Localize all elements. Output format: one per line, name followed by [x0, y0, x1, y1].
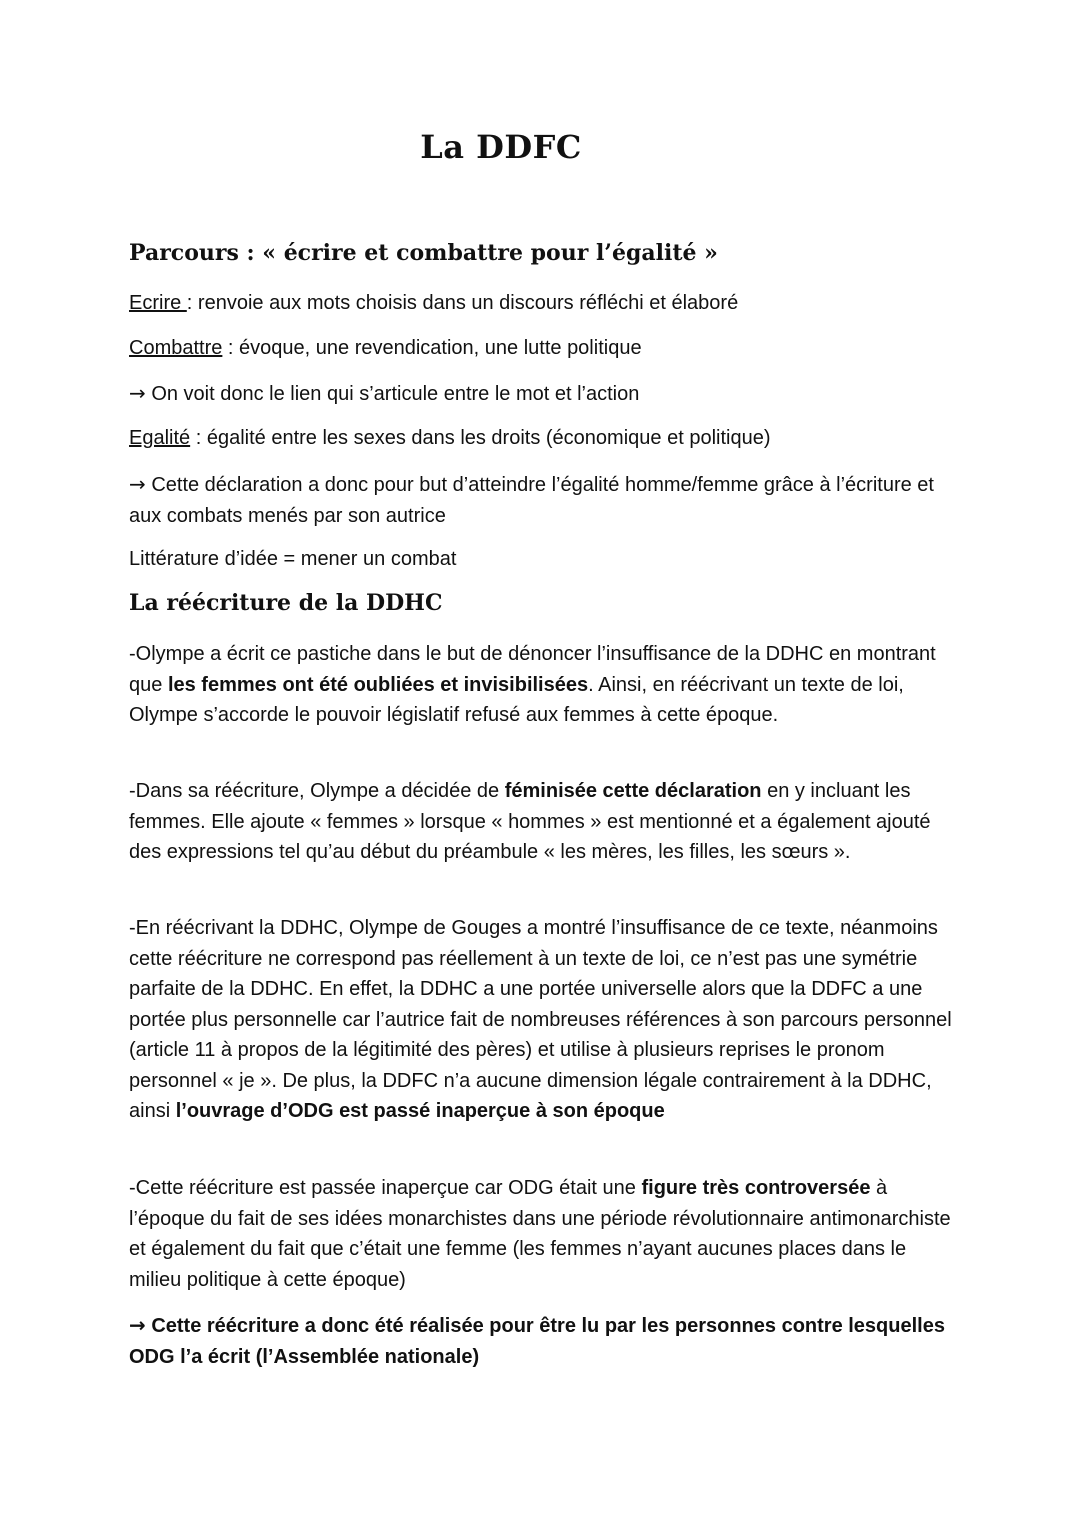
conclusion-line [129, 378, 639, 410]
paragraph-text: -En réécrivant la DDHC, Olympe de Gouges a montré l’insuffisance de ce texte, néanmoins cette réécriture ne correspond pas réellement à un texte de loi, ce n’est pas une symétrie parfaite de la DDHC. En effet, la DDHC a une portée universelle alors que la DDFC a une portée plus personnelle car l’autrice fait de nombreuses références à son parcours personnel (article 11 à propos de la légitimité des pères) et utilise à plusieurs reprises le pronom personnel « je ». De plus, la DDFC n’a aucune dimension légale contrairement à la DDHC, ainsi [129, 917, 952, 1122]
section-heading-reecriture: La réécriture de la DDHC [129, 590, 443, 616]
definition-egalite [129, 423, 770, 454]
arrow-right-icon: → [129, 1313, 146, 1337]
paragraph-insuffisance [129, 913, 959, 1127]
paragraph-pastiche [129, 639, 959, 731]
document-title: La DDFC [420, 128, 582, 166]
definition-text: : égalité entre les sexes dans les droits (économique et politique) [190, 427, 771, 449]
definition-text: : évoque, une revendication, une lutte politique [222, 337, 642, 359]
paragraph-text: à l’époque du fait de ses idées monarchistes dans une période révolutionnaire antimonarchiste et également du fait que c’était une femme (les femmes n’ayant aucunes places dans le milieu politique à cette époque) [129, 1177, 951, 1291]
term-egalite: Egalité [129, 427, 191, 449]
emphasis-text: les femmes ont été oubliées et invisibilisées [167, 673, 589, 696]
definition-combattre [129, 333, 642, 364]
final-conclusion [129, 1310, 959, 1372]
paragraph-text: . Ainsi, en réécrivant un texte de loi, Olympe s’accorde le pouvoir législatif refusé aux femmes à cette époque. [129, 673, 904, 726]
term-ecrire: Ecrire [129, 292, 187, 314]
paragraph-feminisation [129, 776, 959, 868]
arrow-right-icon: → [129, 381, 146, 405]
emphasis-text: figure très controversée [641, 1177, 871, 1199]
conclusion-text: On voit donc le lien qui s’articule entre le mot et l’action [145, 383, 640, 405]
paragraph-controverse [129, 1173, 959, 1295]
litterature-line: Littérature d’idée = mener un combat [129, 548, 457, 570]
section-heading-parcours: Parcours : « écrire et combattre pour l’égalité » [129, 240, 718, 266]
paragraph-text: -Olympe a écrit ce pastiche dans le but de dénoncer l’insuffisance de la DDHC en montrant que [129, 643, 936, 696]
definition-ecrire [129, 288, 738, 319]
goal-paragraph [129, 469, 959, 531]
paragraph-text: -Cette réécriture est passée inaperçue car ODG était une [129, 1177, 642, 1199]
definition-text: : renvoie aux mots choisis dans un discours réfléchi et élaboré [186, 292, 739, 314]
arrow-right-icon: → [129, 472, 146, 496]
emphasis-text: féminisée cette déclaration [504, 780, 762, 802]
term-combattre: Combattre [129, 337, 223, 359]
paragraph-text: -Dans sa réécriture, Olympe a décidée de [129, 780, 505, 802]
emphasis-text: l’ouvrage d’ODG est passé inaperçue à son époque [175, 1100, 665, 1122]
paragraph-text: en y incluant les femmes. Elle ajoute « femmes » lorsque « hommes » est mentionné et a également ajouté des expressions tel qu’au début du préambule « les mères, les filles, les sœurs ». [129, 780, 931, 863]
conclusion-text: Cette réécriture a donc été réalisée pour être lu par les personnes contre lesquelles ODG l’a écrit (l’Assemblée nationale) [129, 1315, 945, 1368]
goal-text: Cette déclaration a donc pour but d’atteindre l’égalité homme/femme grâce à l’écriture et aux combats menés par son autrice [129, 474, 934, 527]
